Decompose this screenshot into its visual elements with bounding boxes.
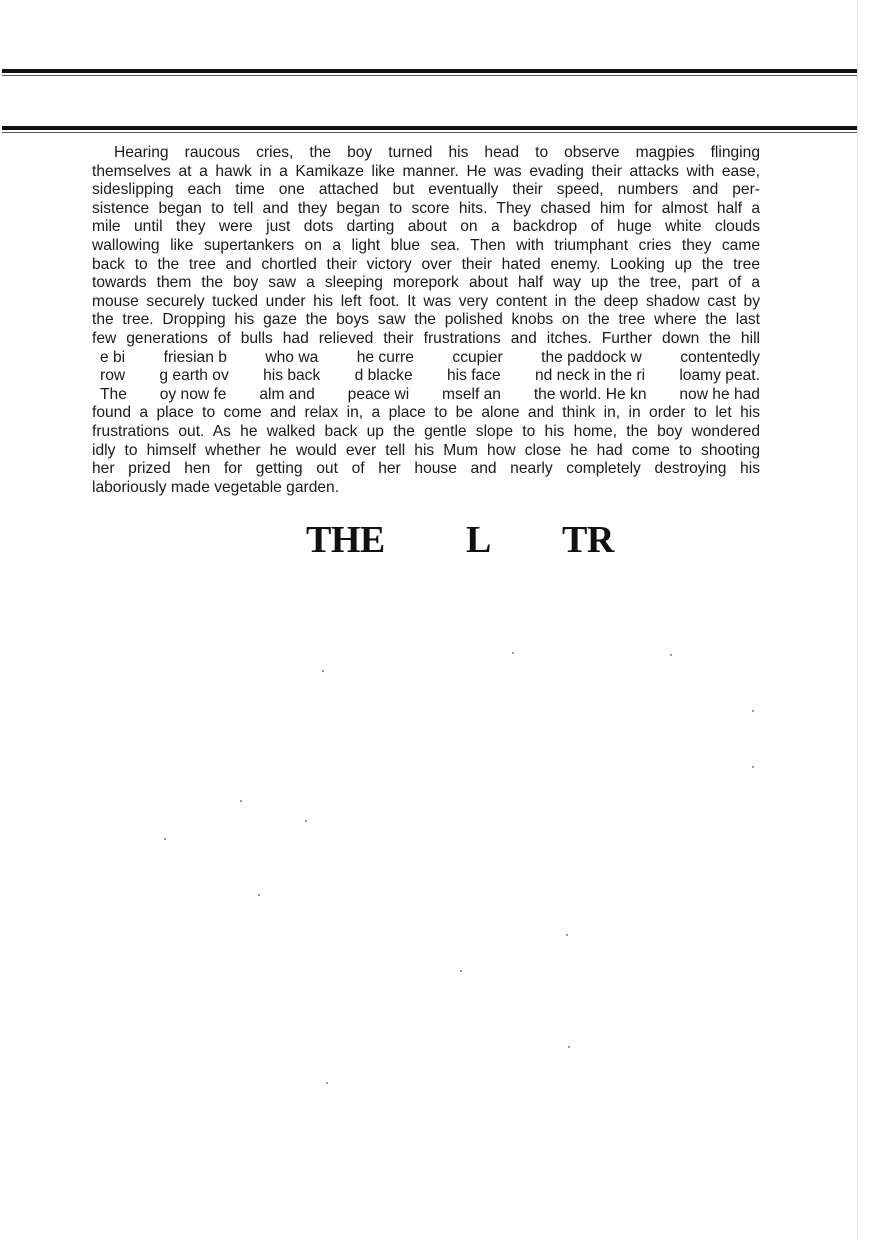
text-line: laboriously made vegetable garden. — [92, 478, 340, 496]
middle-rule — [2, 126, 858, 130]
text-line: sideslipping each time one attached but eventually their speed, numbers and per- — [92, 181, 760, 199]
scan-speck — [258, 894, 260, 896]
text-line: Hearing raucous cries, the boy turned his head to observe magpies flinging — [114, 144, 760, 161]
damaged-text-line — [92, 349, 760, 368]
scan-speck — [566, 934, 568, 936]
text-line: her prized hen for getting out of her house and nearly completely destroying his — [92, 460, 760, 478]
scan-speck — [322, 670, 324, 672]
text-line: themselves at a hawk in a Kamikaze like manner. He was evading their attacks with ease, — [92, 162, 760, 180]
text-fragment: now he had — [679, 385, 760, 403]
text-line: mile until they were just dots darting about on a backdrop of huge white clouds — [92, 218, 760, 236]
scan-speck — [670, 654, 672, 656]
text-fragment: alm and — [259, 385, 315, 403]
text-fragment: The — [100, 385, 127, 403]
text-fragment: ccupier — [452, 348, 503, 366]
scan-speck — [164, 838, 166, 840]
text-line: found a place to come and relax in, a place to be alone and think in, in order to let his — [92, 404, 760, 422]
text-fragment: he curre — [356, 348, 414, 366]
text-line: back to the tree and chortled their victory over their hated enemy. Looking up the tree — [92, 255, 760, 273]
middle-rule-thin — [2, 132, 858, 133]
text-fragment: who wa — [265, 348, 319, 366]
text-line: towards them the boy saw a sleeping morepork about half way up the tree, part of a — [92, 274, 760, 292]
text-line: sistence began to tell and they began to score hits. They chased him for almost half a — [92, 199, 760, 217]
text-line: frustrations out. As he walked back up the gentle slope to his home, the boy wondered — [92, 422, 760, 440]
damaged-text-line — [92, 367, 760, 386]
scan-speck — [752, 766, 754, 768]
text-fragment: g earth ov — [159, 367, 229, 385]
text-line: wallowing like supertankers on a light blue sea. Then with triumphant cries they came — [92, 236, 760, 254]
text-fragment: d blacke — [354, 367, 413, 385]
damaged-text-line — [92, 386, 760, 405]
scan-speck — [752, 710, 754, 712]
text-fragment: the world. He kn — [533, 385, 647, 403]
text-fragment: friesian b — [163, 348, 227, 366]
heading-word-3: TR — [562, 519, 614, 561]
text-fragment: oy now fe — [159, 385, 227, 403]
text-line: few generations of bulls had relieved their frustrations and itches. Further down the hill — [92, 329, 760, 347]
top-rule — [2, 69, 858, 73]
page-edge — [857, 0, 858, 1240]
text-fragment: peace wi — [347, 385, 410, 403]
heading-word-1: THE — [306, 519, 385, 561]
story-paragraph — [92, 144, 760, 497]
section-heading — [300, 518, 620, 562]
scan-speck — [568, 1046, 570, 1048]
text-fragment: loamy peat. — [679, 367, 760, 385]
text-fragment: mself an — [442, 385, 501, 403]
heading-word-2: L — [466, 519, 491, 561]
text-fragment: nd neck in the ri — [534, 367, 646, 385]
text-line: mouse securely tucked under his left foot. It was very content in the deep shadow cast by — [92, 292, 760, 310]
text-fragment: his face — [446, 367, 501, 385]
text-line: the tree. Dropping his gaze the boys saw the polished knobs on the tree where the last — [92, 311, 760, 329]
text-fragment: e bi — [100, 348, 126, 366]
scan-speck — [240, 800, 242, 802]
scan-speck — [460, 970, 462, 972]
scan-speck — [326, 1082, 328, 1084]
text-fragment: row — [100, 367, 126, 385]
text-fragment: his back — [263, 367, 321, 385]
top-rule-thin — [2, 75, 858, 76]
text-line: idly to himself whether he would ever tell his Mum how close he had come to shooting — [92, 441, 760, 459]
text-fragment: contentedly — [680, 348, 760, 366]
scan-speck — [512, 652, 514, 654]
scan-speck — [305, 820, 307, 822]
text-fragment: the paddock w — [541, 348, 642, 366]
